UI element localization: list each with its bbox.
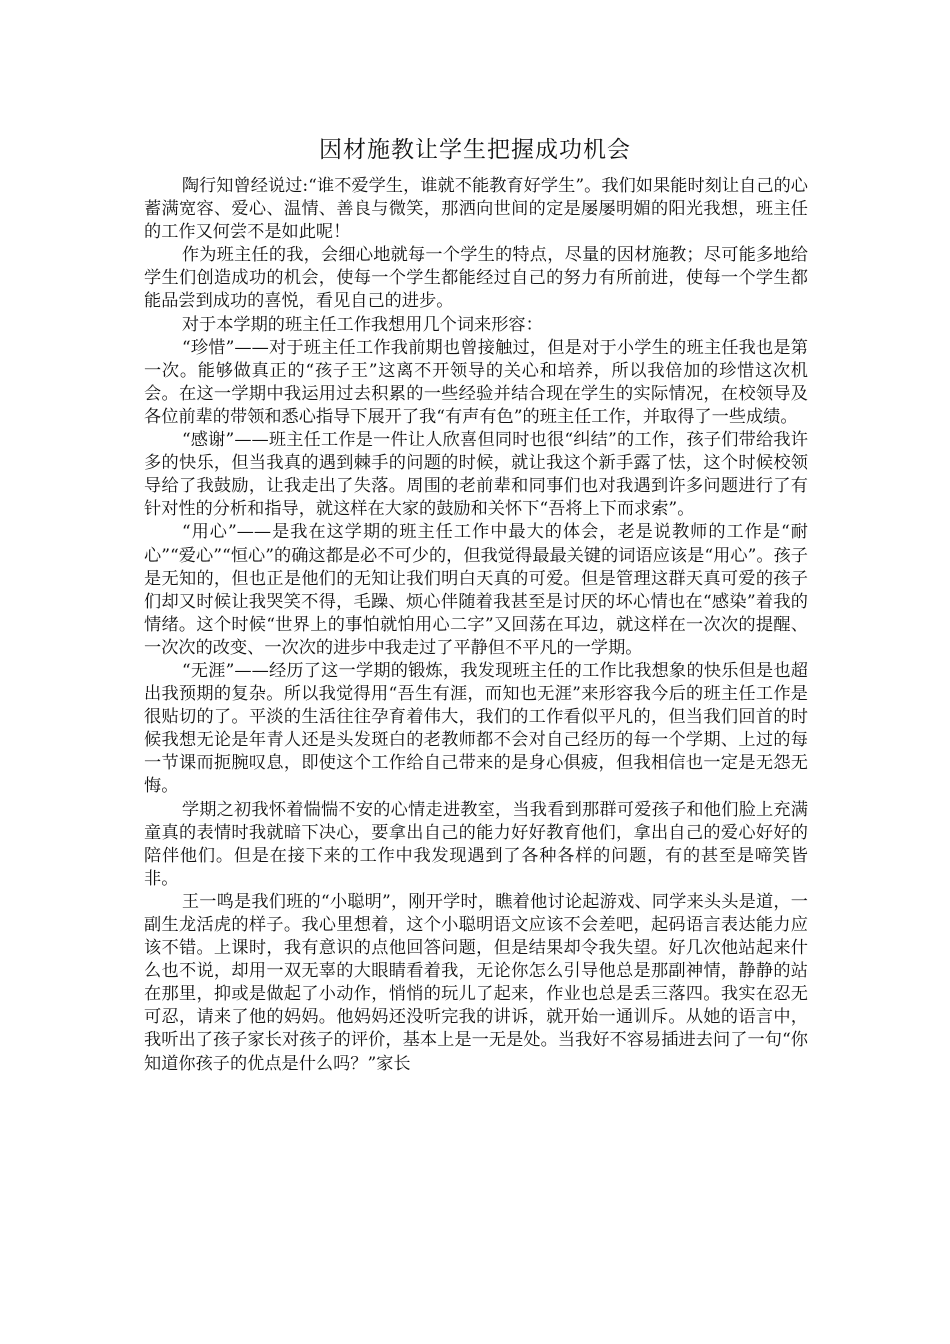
document-title: 因材施教让学生把握成功机会 <box>319 137 631 163</box>
paragraph: 作为班主任的我，会细心地就每一个学生的特点，尽量的因材施教；尽可能多地给学生们创造成功的机会，使每一个学生都能经过自己的努力有所前进，使每一个学生都能品尝到成功的喜悦，看见自己的进步。 <box>144 245 808 312</box>
paragraph: “珍惜”——对于班主任工作我前期也曾接触过，但是对于小学生的班主任我也是第一次。能够做真正的“孩子王”这离不开领导的关心和培养，所以我倍加的珍惜这次机会。在这一学期中我运用过去积累的一些经验并结合现在学生的实际情况，在校领导及各位前辈的带领和悉心指导下展开了我“有声有色”的班主任工作，并取得了一些成绩。 <box>144 337 808 427</box>
paragraph: 王一鸣是我们班的“小聪明”，刚开学时，瞧着他讨论起游戏、同学来头头是道，一副生龙活虎的样子。我心里想着，这个小聪明语文应该不会差吧，起码语言表达能力应该不错。上课时，我有意识的点他回答问题，但是结果却令我失望。好几次他站起来什么也不说，却用一双无辜的大眼睛看着我，无论你怎么引导他总是那副神情，静静的站在那里，抑或是做起了小动作，悄悄的玩儿了起来，作业也总是丢三落四。我实在忍无可忍，请来了他的妈妈。他妈妈还没听完我的讲诉，就开始一通训斥。从她的语言中，我听出了孩子家长对孩子的评价，基本上是一无是处。当我好不容易插进去问了一句“你知道你孩子的优点是什么吗？”家长 <box>144 891 808 1074</box>
paragraph: 对于本学期的班主任工作我想用几个词来形容： <box>181 314 543 335</box>
paragraph: 陶行知曾经说过:“谁不爱学生，谁就不能教育好学生”。我们如果能时刻让自己的心蓄满宽容、爱心、温情、善良与微笑，那洒向世间的定是屡屡明媚的阳光我想，班主任的工作又何尝不是如此呢！ <box>144 176 808 243</box>
paragraph: “无涯”——经历了这一学期的锻炼，我发现班主任的工作比我想象的快乐但是也超出我预期的复杂。所以我觉得用“吾生有涯，而知也无涯”来形容我今后的班主任工作是很贴切的了。平淡的生活往往孕育着伟大，我们的工作看似平凡的，但当我们回首的时候我想无论是年青人还是头发斑白的老教师都不会对自己经历的每一个学期、上过的每一节课而扼腕叹息，即使这个工作给自己带来的是身心俱疲，但我相信也一定是无怨无悔。 <box>144 660 808 797</box>
paragraph: “用心”——是我在这学期的班主任工作中最大的体会，老是说教师的工作是“耐心”“爱心”“恒心”的确这都是必不可少的，但我觉得最最关键的词语应该是“用心”。孩子是无知的，但也正是他们的无知让我们明白天真的可爱。但是管理这群天真可爱的孩子们却又时候让我哭笑不得，毛躁、烦心伴随着我甚至是讨厌的坏心情也在“感染”着我的情绪。这个时候“世界上的事怕就怕用心二字”又回荡在耳边，就这样在一次次的提醒、一次次的改变、一次次的进步中我走过了平静但不平凡的一学期。 <box>144 522 808 658</box>
document-body <box>144 175 808 1076</box>
paragraph: “感谢”——班主任工作是一件让人欣喜但同时也很“纠结”的工作，孩子们带给我许多的快乐，但当我真的遇到棘手的问题的时候，就让我这个新手露了怯，这个时候校领导给了我鼓励，让我走出了失落。周围的老前辈和同事们也对我遇到许多问题进行了有针对性的分析和指导，就这样在大家的鼓励和关怀下“吾将上下而求索”。 <box>144 430 808 520</box>
paragraph: 学期之初我怀着惴惴不安的心情走进教室，当我看到那群可爱孩子和他们脸上充满童真的表情时我就暗下决心，要拿出自己的能力好好教育他们，拿出自己的爱心好好的陪伴他们。但是在接下来的工作中我发现遇到了各种各样的问题，有的甚至是啼笑皆非。 <box>144 799 808 889</box>
